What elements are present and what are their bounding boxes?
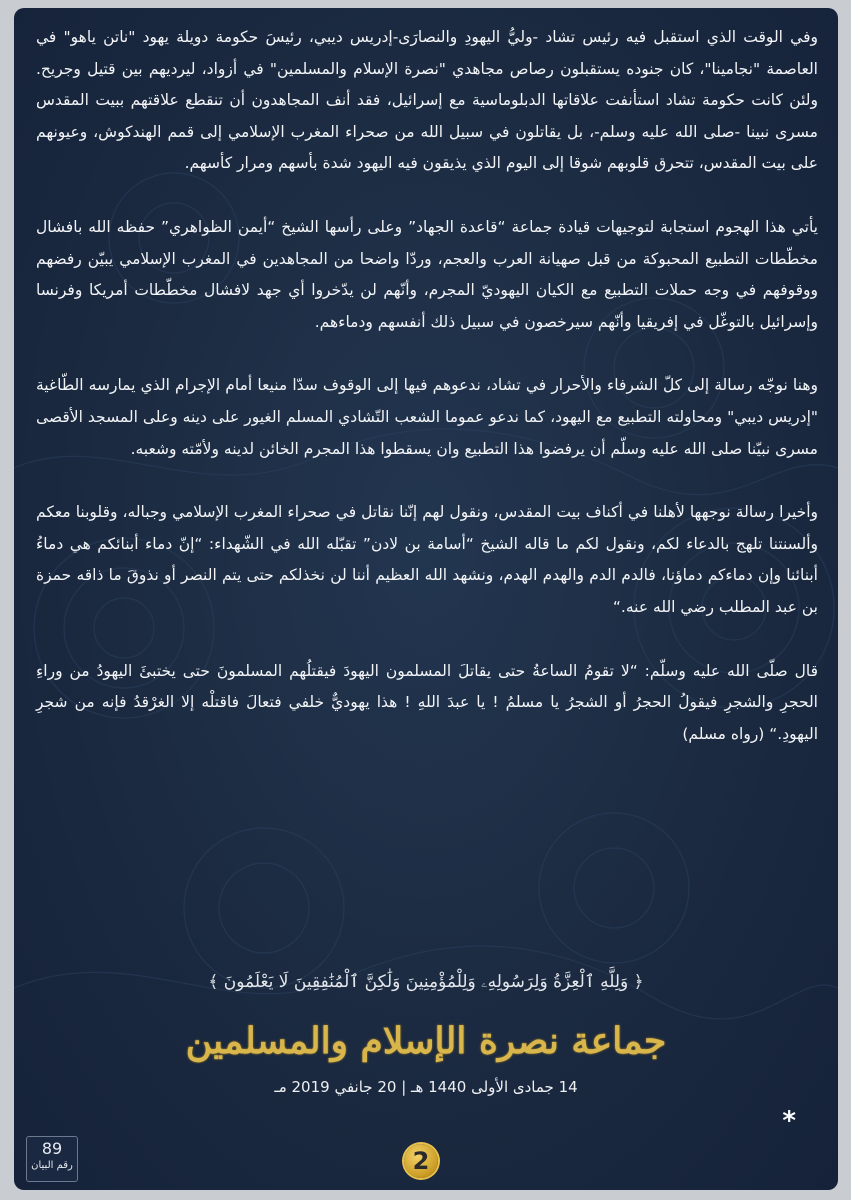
- paragraph-3: وهنا نوجّه رسالة إلى كلّ الشرفاء والأحرار في تشاد، ندعوهم فيها إلى الوقوف سدّا منيعا أمام الإجرام الذي يمارسه الطّاغية "إدريس ديبي" ومحاولته التطبيع مع اليهود، كما ندعو عموما الشعب التّشادي المسلم الغيور على دينه وعلى المسجد الأقصى مسرى نبيّنا صلى الله عليه وسلّم أن يرفضوا هذا التطبيع وان يسقطوا هذا المجرم الخائن لدينه ولأمّته وشعبه.: [36, 376, 818, 458]
- document-page: [14, 8, 838, 1190]
- organization-signature-logo: جماعة نصرة الإسلام والمسلمين: [185, 1020, 667, 1062]
- quran-verse: ﴿ وَلِلَّهِ ٱلْعِزَّةُ وَلِرَسُولِهِۦ وَلِلْمُؤْمِنِينَ وَلَٰكِنَّ ٱلْمُنَٰفِقِينَ لَا يَعْلَمُونَ ﴾: [208, 972, 644, 992]
- statement-number-badge: [26, 1136, 78, 1182]
- statement-date: 14 جمادى الأولى 1440 هـ | 20 جانفي 2019 مـ: [274, 1078, 578, 1096]
- page-number-badge: 2: [404, 1144, 438, 1178]
- paragraph-4: وأخيرا رسالة نوجهها لأهلنا في أكناف بيت المقدس، ونقول لهم إنّنا نقاتل في صحراء المغرب الإسلامي وجباله، وقلوبنا معكم وألسنتنا تلهج بالدعاء لكم، ونقول لكم ما قاله الشيخ “أسامة بن لادن” تقبّله الله في الشّهداء: “إنّ دماء أبنائكم هي دماءُ أبنائنا وإن دماءكم دماؤنا، فالدم الدم والهدم الهدم، ونشهد الله العظيم أننا لن نخذلكم حتى يتم النصر أو نذوقَ ما ذاقه حمزة بن عبد المطلب رضي الله عنه.“: [36, 503, 818, 616]
- paragraph-1: وفي الوقت الذي استقبل فيه رئيس تشاد -وليُّ اليهودِ والنصارَى-إدريس ديبي، رئيسَ حكومة دويلة يهود "ناتن ياهو" في العاصمة "نجامينا"، كان جنوده يستقبلون رصاص مجاهدي "نصرة الإسلام والمسلمين" في أزواد، ليرديهم بين قتيل وجريح. ولئن كانت حكومة تشاد استأنفت علاقاتها الدبلوماسية مع إسرائيل، فقد أنف المجاهدون أن تنقطع علاقتهم ببيت المقدس مسرى نبينا -صلى الله عليه وسلم-، بل يقاتلون في سبيل الله من صحراء المغرب الإسلامي إلى قمم الهندكوش، وعيونهم على بيت المقدس، تتحرق قلوبهم شوقا إلى اليوم الذي يذيقون فيه اليهود شدة بأسهم ومرار كأسهم.: [36, 28, 818, 173]
- paragraph-5-hadith: قال صلّى الله عليه وسلّم: “لا تقومُ الساعةُ حتى يقاتلَ المسلمون اليهودَ فيقتلُهم المسلمونَ حتى يختبئَ اليهودُ من وراءِ الحجرِ والشجرِ فيقولُ الحجرُ أو الشجرُ يا مسلمُ ! يا عبدَ اللهِ ! هذا يهوديٌّ خلفي فتعالَ فاقتلْه إلا الغرْقدُ فإنه من شجرِ اليهودِ.“ (رواه مسلم): [36, 661, 818, 743]
- statement-number-label: رقم البيان: [31, 1160, 73, 1171]
- star-icon: *: [782, 1106, 796, 1136]
- paragraph-2: يأتي هذا الهجوم استجابة لتوجيهات قيادة جماعة “قاعدة الجهاد” وعلى رأسها الشيخ “أيمن الظواهري” حفظه الله بافشال مخطّطات التطبيع المحبوكة من قبل صهيانة العرب والعجم، وردّا واضحا من المجاهدين في المغرب الإسلامي يبيّن رفضهم ووقوفهم في وجه حملات التطبيع مع الكيان اليهوديّ المجرم، وأنّهم لن يدّخروا أي جهد لافشال مخطّطات أمريكا وفرنسا وإسرائيل بالتوغّل في إفريقيا وأنّهم سيرخصون في سبيل ذلك أنفسهم ودماءهم.: [36, 217, 818, 331]
- statement-body: [36, 22, 818, 782]
- statement-number: 89: [41, 1139, 63, 1158]
